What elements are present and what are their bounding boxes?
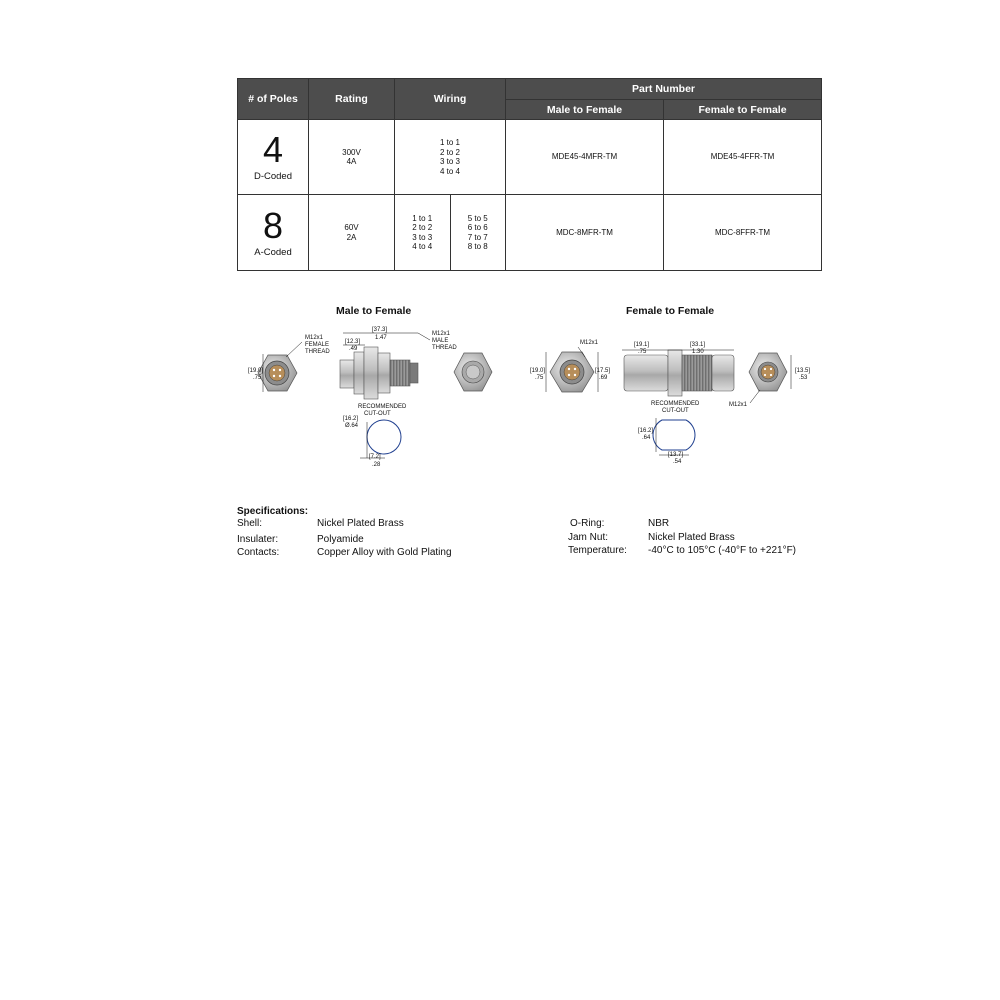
dim-len-mm: [37.3] [372, 327, 388, 333]
spec-label: Insulater: [237, 534, 279, 545]
wiring-item: 8 to 8 [467, 242, 488, 251]
header-rating: Rating [309, 79, 395, 120]
rating-current: 2A [346, 232, 357, 242]
ff-dim-len-in: 1.30 [692, 349, 704, 355]
wiring-item: 5 to 5 [467, 213, 488, 223]
ff-cut-w-in: .54 [673, 459, 682, 465]
spec-label: Shell: [237, 518, 263, 529]
ff-cut-h-mm: [16.2] [638, 428, 654, 434]
pole-coding: A-Coded [254, 246, 292, 258]
spec-value: -40°C to 105°C (-40°F to +221°F) [648, 545, 797, 556]
pole-count: 4 [262, 129, 284, 170]
ff-cutout-label-1: RECOMMENDED [651, 401, 700, 407]
female-to-female-title: Female to Female [626, 305, 715, 317]
cut-flat-in: .28 [372, 462, 381, 468]
header-female-to-female: Female to Female [664, 100, 822, 120]
spec-value: Polyamide [317, 534, 364, 545]
ff-dim-h2-mm: [17.5] [595, 368, 611, 374]
spec-label: Jam Nut: [568, 532, 609, 543]
part-number-ff: MDE45-4FFR-TM [664, 120, 822, 195]
rating-voltage: 300V [342, 147, 361, 157]
ff-cutout-shape [653, 420, 695, 450]
female-end-view [749, 353, 787, 391]
header-part-number: Part Number [506, 79, 822, 100]
part-number-mf: MDC-8MFR-TM [506, 195, 664, 271]
ff-dim-end-in: .53 [799, 375, 808, 381]
dim-height-in: .75 [253, 375, 262, 381]
rating-voltage: 60V [344, 223, 359, 232]
spec-label: Temperature: [568, 545, 627, 556]
ff-cut-h-in: .64 [642, 435, 651, 441]
ff-dim-h-mm: [19.0] [530, 368, 546, 374]
wiring-item: 3 to 3 [439, 157, 460, 166]
part-number-mf: MDE45-4MFR-TM [506, 120, 664, 195]
female-side-view [624, 350, 734, 396]
ff-cut-w-mm: [13.7] [668, 452, 684, 458]
ff-dim-end-mm: [13.5] [795, 368, 811, 374]
thread-f-label-2: FEMALE [305, 342, 330, 348]
header-male-to-female: Male to Female [506, 100, 664, 120]
wiring-item: 6 to 6 [467, 223, 488, 232]
wiring-item: 4 to 4 [412, 242, 433, 251]
male-side-view [340, 347, 418, 399]
cut-flat-mm: [7.2] [369, 454, 381, 460]
spec-label: Contacts: [237, 547, 280, 558]
male-front-view [258, 355, 297, 391]
thread-m-label-2: MALE [432, 338, 449, 344]
pole-coding: D-Coded [253, 171, 293, 182]
wiring-item: 1 to 1 [412, 213, 433, 223]
wiring-item: 1 to 1 [439, 138, 460, 147]
cutout-label-2: CUT-OUT [364, 411, 391, 417]
ff-dim-h-in: .75 [535, 375, 544, 381]
cut-dia-mm: [16.2] [343, 416, 359, 422]
thread-f-label-3: THREAD [305, 349, 330, 355]
dim-len-in: 1.47 [375, 335, 387, 341]
spec-value: Nickel Plated Brass [648, 532, 735, 543]
dim-nut-in: .49 [349, 346, 358, 352]
part-number-ff: MDC-8FFR-TM [664, 195, 822, 271]
thread-m-label-1: M12x1 [432, 331, 451, 337]
header-poles: # of Poles [238, 79, 309, 120]
header-wiring: Wiring [395, 79, 506, 120]
rating-current: 4A [346, 157, 357, 166]
cutout-label-1: RECOMMENDED [358, 404, 407, 410]
spec-value: NBR [648, 518, 670, 529]
cutout-circle [367, 420, 401, 454]
pole-count: 8 [262, 204, 284, 246]
wiring-item: 2 to 2 [439, 147, 460, 157]
spec-label: O-Ring: [570, 518, 605, 529]
male-to-female-title: Male to Female [336, 305, 412, 317]
dim-nut-mm: [12.3] [345, 339, 361, 345]
spec-value: Nickel Plated Brass [317, 518, 404, 529]
specifications-title: Specifications: [237, 506, 309, 517]
ff-dim-h2-in: .69 [599, 375, 608, 381]
cut-dia-in: Ø.64 [345, 423, 359, 429]
dim-height-mm: [19.0] [248, 368, 264, 374]
spec-value: Copper Alloy with Gold Plating [317, 547, 452, 558]
thread-m-label-3: THREAD [432, 345, 457, 351]
wiring-item: 4 to 4 [439, 166, 460, 176]
ff-thread-bottom: M12x1 [729, 402, 748, 408]
wiring-item: 2 to 2 [412, 223, 433, 232]
wiring-item: 7 to 7 [467, 232, 488, 242]
ff-cutout-label-2: CUT-OUT [662, 408, 689, 414]
ff-thread-top: M12x1 [580, 340, 599, 346]
wiring-item: 3 to 3 [412, 232, 433, 242]
male-end-view [454, 353, 492, 391]
ff-dim-nut-in: .75 [638, 349, 647, 355]
thread-f-label-1: M12x1 [305, 335, 324, 341]
female-front-view [550, 352, 594, 392]
ff-dim-nut-mm: [19.1] [634, 342, 650, 348]
ff-dim-len-mm: [33.1] [690, 342, 706, 348]
